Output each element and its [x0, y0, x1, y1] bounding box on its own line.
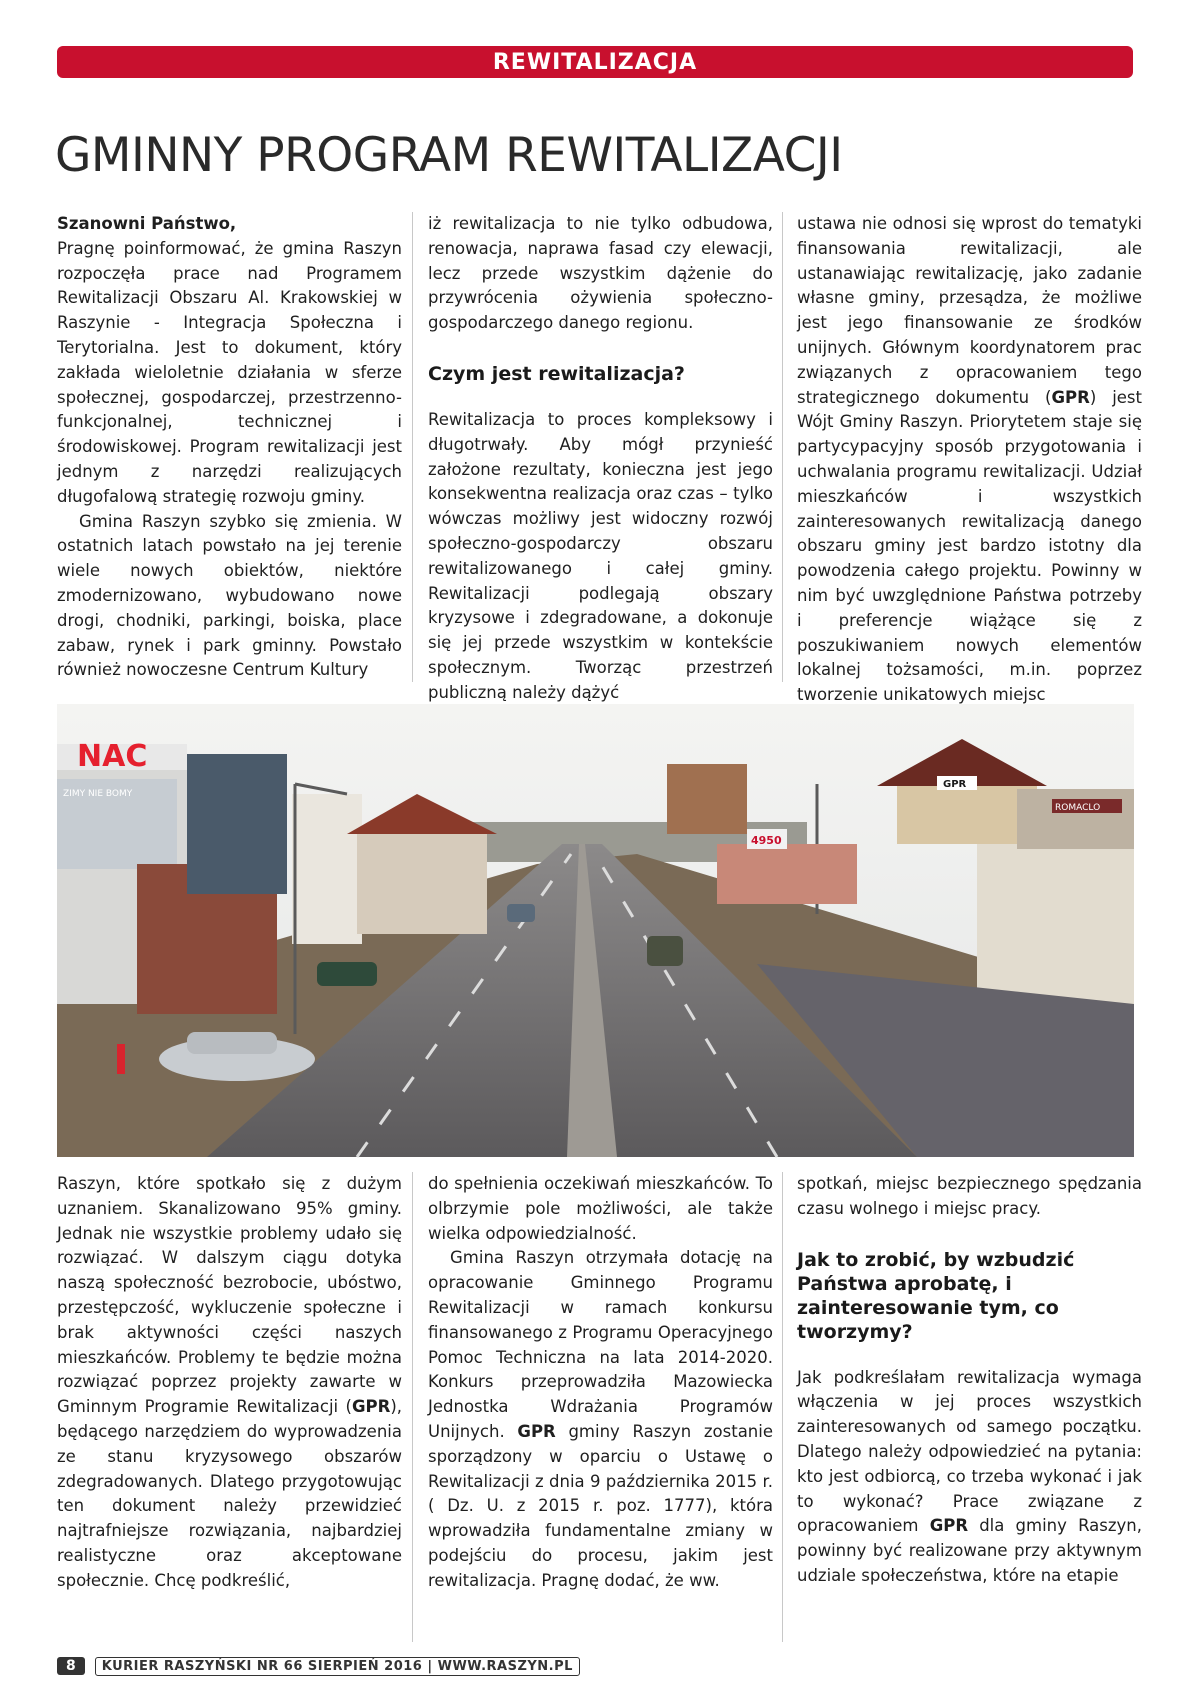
- street-photo-illustration: [57, 704, 1134, 1157]
- street-photo: [57, 704, 1134, 1157]
- section-heading: Jak to zrobić, by wzbudzić Państwa aprobatę, i zainteresowanie tym, co tworzymy?: [797, 1248, 1075, 1343]
- paragraph: [57, 1172, 402, 1594]
- sign-gpr: GPR: [943, 779, 967, 790]
- paragraph: Gmina Raszyn szybko się zmienia. W ostatnich latach powstało na jej terenie wiele nowych obiektów, niektóre zmodernizowano, wybudowano nowe drogi, chodniki, parkingi, boiska, place zabaw, rynek i park gminny. Powstało również nowoczesne Centrum Kultury: [57, 511, 402, 680]
- paragraph: Rewitalizacja to proces kompleksowy i długotrwały. Aby mógł przynieść założone rezultaty, konieczna jest jego konsekwentna realizacja oraz czas – tylko wówczas możliwy jest widoczny rozwój społeczno-gospodarczy obszaru rewitalizowanego i całej gminy. Rewitalizacji podlegają obszary kryzysowe i zdegradowane, a dokonuje się jej przede wszystkim w kontekście społecznym. Tworząc przestrzeń publiczną należy dążyć: [428, 409, 773, 702]
- gpr-abbrev: GPR: [1051, 387, 1090, 407]
- text-run: ), będącego narzędziem do wyprowadzenia ze stanu kryzysowego obszarów zdegradowanych. Dlatego przygotowując ten dokument należy przewidzieć najtrafniejsze rozwiązania, najbardziej realistyczne oraz akceptowane społecznie. Chcę podkreślić,: [57, 1397, 402, 1590]
- paragraph: do spełnienia oczekiwań mieszkańców. To olbrzymie pole możliwości, ale także wielka odpowiedzialność.: [428, 1174, 773, 1243]
- text-run: ustawa nie odnosi się wprost do tematyki finansowania rewitalizacji, ale ustanawiając rewitalizację, jako zadanie własne gminy, przesądza, że możliwe jest jego finansowanie ze środków unijnych. Głównym koordynatorem prac związanych z opracowaniem tego strategicznego dokumentu (: [797, 214, 1142, 407]
- text-run: Jak podkreślałam rewitalizacja wymaga włączenia w jej proces wszystkich zainteresowanych od samego początku. Dlatego należy odpowiedzieć na pytania: kto jest odbiorcą, co trzeba wykonać i jak to wykonać? Prace związane z opracowaniem: [797, 1367, 1142, 1536]
- section-banner: [57, 46, 1133, 78]
- gpr-abbrev: GPR: [351, 1397, 391, 1417]
- suv-car: [647, 936, 683, 966]
- footer-publication: KURIER RASZYŃSKI NR 66 SIERPIEŃ 2016 | WWW.RASZYN.PL: [95, 1657, 580, 1676]
- page-footer: [57, 1656, 580, 1676]
- column-1-top: [57, 212, 402, 682]
- text-run: Gmina Raszyn otrzymała dotację na opracowanie Gminnego Programu Rewitalizacji w ramach konkursu finansowanego z Programu Operacyjnego Pomoc Techniczna na lata 2014-2020. Konkurs przeprowadziła Mazowiecka Jednostka Wdrażania Programów Unijnych.: [428, 1248, 773, 1441]
- column-2-top: [428, 212, 773, 702]
- paragraph: [797, 212, 1142, 708]
- paragraph: spotkań, miejsc bezpiecznego spędzania czasu wolnego i miejsc pracy.: [797, 1174, 1142, 1218]
- text-run: gminy Raszyn zostanie sporządzony w oparciu o Ustawę o Rewitalizacji z dnia 9 października 2015 r. ( Dz. U. z 2015 r. poz. 1777), która wprowadziła fundamentalne zmiany w podejściu do procesu, jakim jest rewitalizacja. Pragnę dodać, że ww.: [428, 1421, 774, 1590]
- salutation: Szanowni Państwo,: [57, 214, 237, 233]
- page-number: 8: [57, 1657, 85, 1675]
- article-title: GMINNY PROGRAM REWITALIZACJI: [55, 128, 843, 183]
- gpr-abbrev: GPR: [517, 1421, 556, 1441]
- sign-romaclo: ROMACLO: [1055, 803, 1101, 813]
- column-2-bottom: [428, 1172, 773, 1642]
- section-banner-label: REWITALIZACJA: [492, 49, 698, 75]
- column-3-bottom: [797, 1172, 1142, 1642]
- column-divider: [782, 212, 783, 682]
- paragraph: [797, 1366, 1142, 1589]
- sign-4950: 4950: [751, 834, 782, 847]
- column-1-bottom: [57, 1172, 402, 1642]
- paragraph: iż rewitalizacja to nie tylko odbudowa, renowacja, naprawa fasad czy elewacji, lecz przede wszystkim dążenie do przywrócenia ożywienia społeczno-gospodarczego danego regionu.: [428, 214, 773, 333]
- text-run: dla gminy Raszyn, powinny być realizowane przy aktywnym udziale społeczeństwa, które na etapie: [797, 1516, 1143, 1585]
- sign-nac: NAC: [77, 739, 148, 774]
- text-run: ) jest Wójt Gminy Raszyn. Priorytetem staje się partycypacyjny sposób przygotowania i uchwalania programu rewitalizacji. Udział mieszkańców i wszystkich zainteresowanych rewitalizacją danego obszaru gminy jest bardzo istotny dla powodzenia całego projektu. Powinny w nim być uwzględnione Państwa potrzeby i preferencje wiążące się z poszukiwaniem nowych elementów lokalnej tożsamości, m.in. poprzez tworzenie unikatowych miejsc: [797, 387, 1142, 705]
- paragraph: Pragnę poinformować, że gmina Raszyn rozpoczęła prace nad Programem Rewitalizacji Obszaru Al. Krakowskiej w Raszynie - Integracja Społeczna i Terytorialna. Jest to dokument, który zakłada wieloletnie działania w sferze społecznej, gospodarczej, przestrzenno-funkcjonalnej, technicznej i środowiskowej. Program rewitalizacji jest jednym z narzędzi realizujących długofalową strategię rozwoju gminy.: [57, 238, 402, 506]
- column-divider: [412, 212, 413, 682]
- column-divider: [412, 1172, 413, 1642]
- column-3-top: [797, 212, 1142, 705]
- paragraph: [428, 1246, 773, 1593]
- column-divider: [782, 1172, 783, 1642]
- sign-billboard: ZIMY NIE BOMY: [63, 789, 133, 799]
- section-heading: Czym jest rewitalizacja?: [428, 362, 685, 385]
- text-run: Raszyn, które spotkało się z dużym uznaniem. Skanalizowano 95% gminy. Jednak nie wszystkie problemy udało się rozwiązać. W dalszym ciągu dotyka naszą społeczność bezrobocie, ubóstwo, przestępczość, wykluczenie społeczne i brak aktywności części naszych mieszkańców. Problemy te będzie można rozwiązać poprzez projekty zawarte w Gminnym Programie Rewitalizacji (: [57, 1174, 402, 1417]
- gpr-abbrev: GPR: [929, 1516, 969, 1536]
